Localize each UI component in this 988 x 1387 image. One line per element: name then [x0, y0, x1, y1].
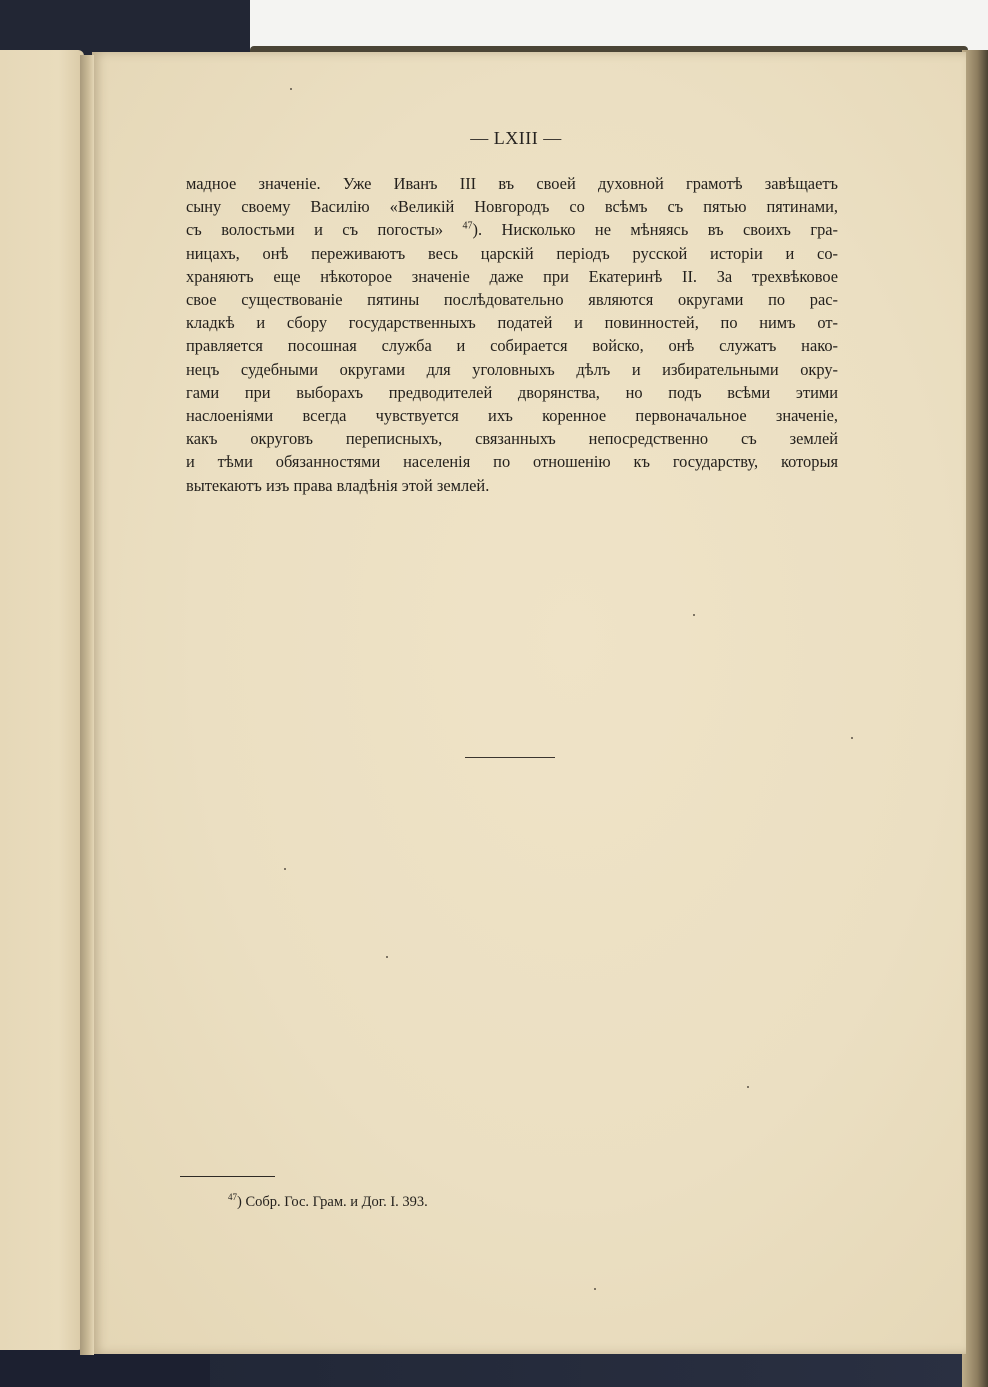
text-line: вытекаютъ изъ права владѣнія этой землей.	[186, 475, 490, 495]
text-line: свое существованіе пятины послѣдовательно являются округами по рас-	[186, 290, 838, 310]
text-line: гами при выборахъ предводителей дворянства, но подъ всѣми этими	[186, 382, 838, 402]
text-line	[186, 218, 838, 241]
left-page-edge	[0, 50, 84, 1350]
text-line: кладкѣ и сбору государственныхъ податей и повинностей, по нимъ от-	[186, 313, 838, 333]
footnote-reference: 47	[462, 220, 473, 232]
book-gutter	[80, 55, 94, 1355]
text-line: правляется посошная служба и собирается войско, онѣ служатъ нако-	[186, 336, 838, 356]
text-fragment: ). Нисколько не мѣняясь въ своихъ гра-	[472, 220, 839, 240]
page-number: — LXIII —	[470, 128, 562, 148]
text-fragment: съ волостьми и съ погосты»	[186, 220, 444, 240]
paper-speck	[284, 868, 286, 870]
body-paragraph	[186, 172, 838, 497]
text-line: какъ округовъ переписныхъ, связанныхъ непосредственно съ землей	[186, 429, 838, 449]
paper-speck	[386, 956, 388, 958]
paper-speck	[290, 88, 292, 90]
text-line: наслоеніями всегда чувствуется ихъ коренное первоначальное значеніе,	[186, 406, 838, 426]
text-line: мадное значеніе. Уже Иванъ III въ своей духовной грамотѣ завѣщаетъ	[186, 174, 838, 193]
footnote-text: ) Собр. Гос. Грам. и Дог. I. 393.	[237, 1194, 428, 1210]
paper-speck	[594, 1288, 596, 1290]
text-line: сыну своему Василію «Великій Новгородъ со всѣмъ съ пятью пятинами,	[186, 197, 838, 217]
footnote-marker: 47	[228, 1192, 237, 1203]
section-divider	[465, 757, 555, 758]
paper-speck	[747, 1086, 749, 1088]
scan-shadow-bottom-left	[0, 1350, 210, 1387]
footnote	[228, 1194, 428, 1211]
paper-speck	[851, 737, 853, 739]
text-line: храняютъ еще нѣкоторое значеніе даже при Екатеринѣ II. За трехвѣковое	[186, 266, 838, 286]
text-line: ницахъ, онѣ переживаютъ весь царскій періодъ русской исторіи и со-	[186, 243, 838, 263]
text-line: нецъ судебными округами для уголовныхъ дѣлъ и избирательными окру-	[186, 359, 838, 379]
paper-speck	[693, 614, 695, 616]
text-line: и тѣми обязанностями населенія по отношенію къ государству, которыя	[186, 452, 838, 472]
footnote-divider	[180, 1176, 275, 1177]
